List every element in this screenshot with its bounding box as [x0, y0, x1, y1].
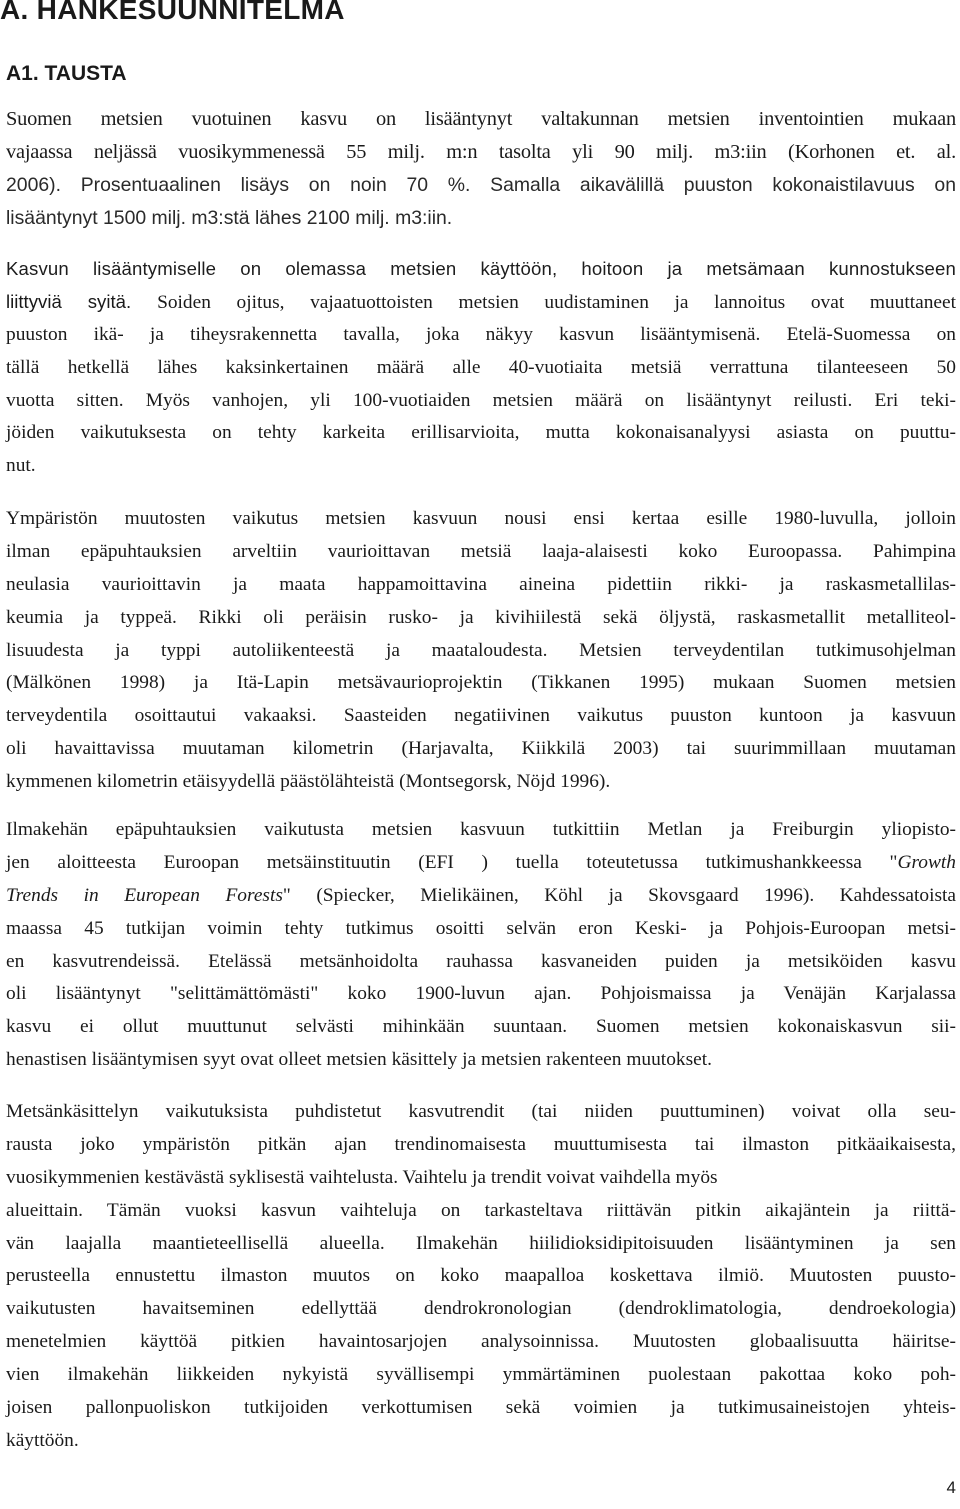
text-line: jöiden vaikutuksesta on tehty karkeita erillisarvioita, mutta kokonaisanalyysi asiasta on puuttu-	[6, 422, 956, 444]
italic-title-run: Trends in European Forests	[6, 884, 283, 906]
page-number: 4	[946, 1478, 956, 1497]
text-line: terveydentila osoittautui vakaaksi. Saasteiden negatiivinen vaikutus puuston kuntoon ja kasvuun	[6, 705, 956, 727]
italic-title-run: Growth	[897, 851, 956, 873]
text-run: 2006).	[6, 173, 81, 196]
text-line: kasvu ei ollut muuttunut selvästi mihinkään suuntaan. Suomen metsien kokonaiskasvun sii-	[6, 1016, 956, 1038]
text-line	[6, 169, 956, 202]
text-line	[6, 880, 956, 913]
paragraph-5	[6, 1096, 956, 1458]
text-line: käyttöön.	[6, 1429, 79, 1451]
text-line: neulasia vaurioittavin ja maata happamoittavina aineina pidettiin rikki- ja raskasmetallilas-	[6, 573, 956, 595]
section-heading: A1. TAUSTA	[6, 62, 127, 85]
text-line: Ilmakehän epäpuhtauksien vaikutusta metsien kasvuun tutkittiin Metlan ja Freiburgin yliopisto-	[6, 819, 956, 840]
text-line: kymmenen kilometrin etäisyydellä päästölähteistä (Montsegorsk, Nöjd 1996).	[6, 771, 611, 793]
text-run: liittyviä syitä.	[6, 290, 158, 312]
text-line: oli lisääntynyt "selittämättömästi" koko 1900-luvun ajan. Pohjoismaissa ja Venäjän Karjalassa	[6, 983, 956, 1005]
text-line	[6, 286, 956, 319]
text-line: vän laajalla maantieteellisellä alueella. Ilmakehän hiilidioksidipitoisuuden lisääntyminen ja sen	[6, 1232, 956, 1254]
paragraph-4	[6, 814, 956, 1077]
text-line: (Mälkönen 1998) ja Itä-Lapin metsävaurioprojektin (Tikkanen 1995) mukaan Suomen metsien	[6, 672, 956, 694]
text-line: joisen pallonpuoliskon tutkijoiden verkottumisen sekä voimien ja tutkimusaineistojen yhteis-	[6, 1397, 956, 1419]
text-line: tällä hetkellä lähes kaksinkertainen määrä alle 40-vuotiaita metsiä verrattuna tilanteeseen 50	[6, 356, 956, 378]
text-line: Suomen metsien vuotuinen kasvu on lisääntynyt valtakunnan metsien inventointien mukaan	[6, 108, 956, 130]
text-line: maassa 45 tutkijan voimin tehty tutkimus osoitti selvän eron Keski- ja Pohjois-Euroopan metsi-	[6, 917, 956, 939]
text-line: Metsänkäsittelyn vaikutuksista puhdistetut kasvutrendit (tai niiden puuttuminen) voivat olla seu-	[6, 1101, 956, 1122]
text-line: vuosikymmenien kestävästä syklisestä vaihtelusta. Vaihtelu ja trendit voivat vaihdella myös	[6, 1166, 718, 1188]
paragraph-1	[6, 103, 956, 235]
text-line: henastisen lisääntymisen syyt ovat olleet metsien käsittely ja metsien rakenteen muutokset.	[6, 1049, 712, 1071]
text-line: Kasvun lisääntymiselle on olemassa metsien käyttöön, hoitoon ja metsämaan kunnostukseen	[6, 258, 956, 279]
paragraph-2	[6, 253, 956, 483]
text-line: vajaassa neljässä vuosikymmenessä 55 milj. m:n tasolta yli 90 milj. m3:iin (Korhonen et. al.	[6, 140, 956, 163]
text-line: vuotta sitten. Myös vanhojen, yli 100-vuotiaiden metsien määrä on lisääntynyt reilusti. Eri teki-	[6, 389, 956, 411]
text-line: menetelmien käyttöä pitkien havaintosarjojen analysoinnissa. Muutosten globaalisuutta häiritse-	[6, 1331, 956, 1353]
text-line: oli havaittavissa muutaman kilometrin (Harjavalta, Kiikkilä 2003) tai suurimmillaan muutaman	[6, 738, 956, 760]
text-run: Soiden ojitus, vajaatuottoisten metsien uudistaminen ja lannoitus ovat muuttaneet	[157, 291, 956, 313]
text-line: lisuudesta ja typpi autoliikenteestä ja maataloudesta. Metsien terveydentilan tutkimusohjelman	[6, 639, 956, 661]
text-line: puuston ikä- ja tiheysrakennetta tavalla, joka näkyy kasvun lisääntymisenä. Etelä-Suomessa on	[6, 323, 956, 345]
text-line: keumia ja typpeä. Rikki oli peräisin rusko- ja kivihiilestä sekä öljystä, raskasmetallit metalliteol-	[6, 606, 956, 628]
paragraph-3	[6, 503, 956, 799]
text-line: perusteella ennustettu ilmaston muutos on koko maapalloa koskettava ilmiö. Muutosten puusto-	[6, 1265, 956, 1287]
text-line: rausta joko ympäristön pitkän ajan trendinomaisesta muuttumisesta tai ilmaston pitkäaikaisesta,	[6, 1133, 956, 1155]
text-line: vien ilmakehän liikkeiden nykyistä syvällisempi ymmärtäminen puolestaan pakottaa koko poh-	[6, 1364, 956, 1386]
text-run: " (Spiecker, Mielikäinen, Köhl ja Skovsgaard 1996). Kahdessatoista	[282, 884, 956, 906]
text-line: nut.	[6, 455, 36, 477]
text-line: alueittain. Tämän vuoksi kasvun vaihteluja on tarkasteltava riittävän pitkin aikajäntein ja riittä-	[6, 1199, 956, 1221]
text-run: jen aloitteesta Euroopan metsäinstituutin (EFI ) tuella toteutetussa tutkimushankkeessa "	[6, 851, 898, 873]
text-line: Ympäristön muutosten vaikutus metsien kasvuun nousi ensi kertaa esille 1980-luvulla, jolloin	[6, 508, 956, 529]
text-line: ilman epäpuhtauksien arveltiin vaurioittavan metsiä laaja-alaisesti koko Euroopassa. Pahimpina	[6, 540, 956, 562]
text-line: lisääntynyt 1500 milj. m3:stä lähes 2100 milj. m3:iin.	[6, 206, 453, 229]
text-run: Prosentuaalinen lisäys on noin 70 %. Samalla aikavälillä puuston kokonaistilavuus on	[80, 173, 957, 196]
text-line: vaikutusten havaitseminen edellyttää dendrokronologian (dendroklimatologia, dendroekologia)	[6, 1298, 956, 1320]
document-heading: A. HANKESUUNNITELMA	[0, 0, 345, 25]
text-line: en kasvutrendeissä. Etelässä metsänhoidolta rauhassa kasvaneiden puiden ja metsiköiden kasvu	[6, 950, 956, 972]
text-line	[6, 847, 956, 880]
